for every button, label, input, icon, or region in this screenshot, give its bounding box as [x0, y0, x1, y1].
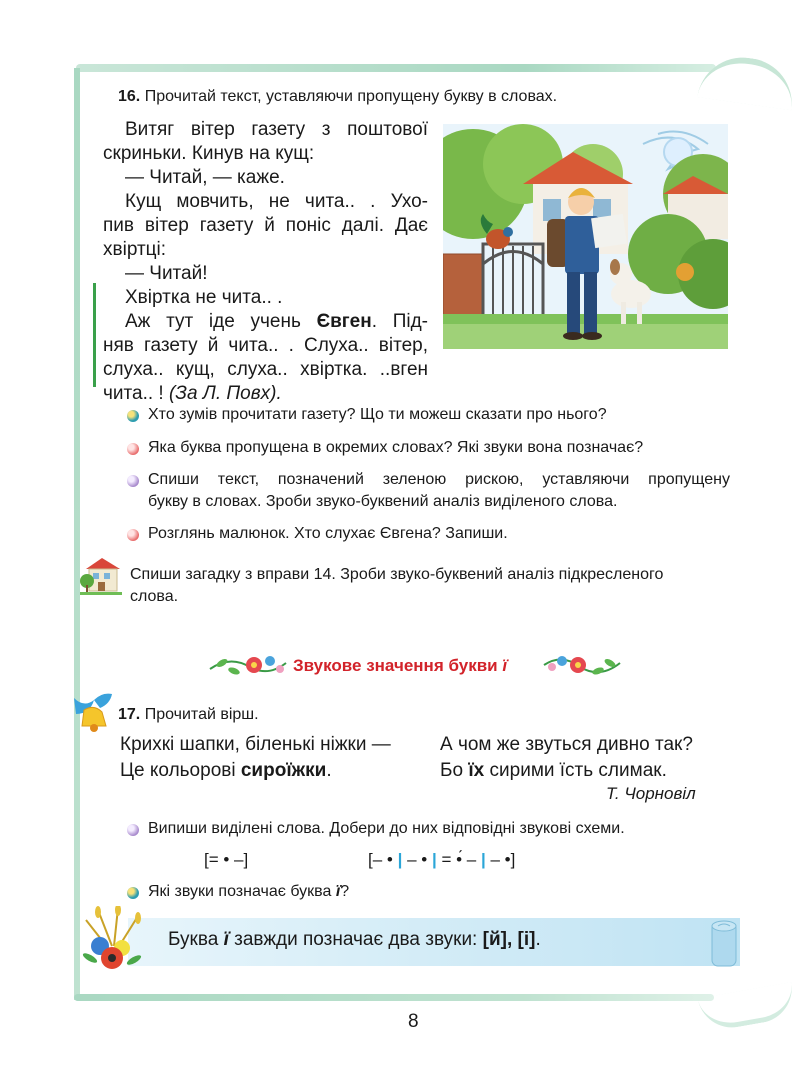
- story-text: . Під-: [371, 311, 428, 332]
- story-line: Витяг вітер газету з поштової: [125, 119, 428, 140]
- rule-letter: ї: [223, 929, 229, 950]
- poem-author: Т. Чорновіл: [606, 784, 696, 803]
- story-illustration: [443, 124, 728, 349]
- scheme-part: – •: [407, 850, 428, 869]
- homework-line2: слова.: [130, 588, 179, 605]
- question-who-read: Хто зумів прочитати газету? Що ти можеш сказати про нього?: [148, 406, 607, 423]
- story-line: слуха.. кущ, слуха.. хвіртка. ..вген: [103, 359, 428, 380]
- poem-line-highlight: [120, 758, 391, 784]
- scheme-divider: |: [480, 850, 486, 869]
- question-write-words: Випиши виділені слова. Добери до них відповідні звукові схеми.: [148, 820, 625, 837]
- story-line: скриньки. Кинув на кущ:: [103, 143, 315, 164]
- poem-text: .: [326, 760, 332, 781]
- poem-line-highlight: [440, 758, 693, 784]
- rule-text: [168, 929, 541, 951]
- question-text: ?: [340, 883, 350, 900]
- question-copy-text-line1: Спиши текст, позначений зеленою рискою, уставляючи пропущену: [148, 471, 730, 488]
- rule-text-end: .: [535, 929, 541, 950]
- poem-right-column: [440, 732, 693, 784]
- page-frame-bottom-curl: [698, 982, 798, 1033]
- rule-sounds: [й], [і]: [482, 929, 536, 950]
- task16-instruction: Прочитай текст, уставляючи пропущену букву в словах.: [144, 88, 558, 105]
- floral-ornament-left-icon: [208, 651, 288, 679]
- green-margin-line: [93, 283, 96, 387]
- rule-text-start: Буква: [168, 929, 224, 950]
- page-frame-bottom: [74, 994, 714, 1001]
- rule-text-middle: завжди позначає два звуки:: [228, 929, 483, 950]
- poem-line: Крихкі шапки, біленькі ніжки —: [120, 734, 391, 755]
- scheme-part: = •́ –: [441, 850, 477, 869]
- floral-ornament-right-icon: [542, 651, 622, 679]
- poem-line: А чом же звуться дивно так?: [440, 734, 693, 755]
- poem-text: сирими їсть слимак.: [484, 760, 667, 781]
- story-line-evgen: [103, 310, 428, 334]
- scheme-part: [– •: [368, 850, 393, 869]
- question-letter-sounds: [148, 881, 349, 903]
- sound-scheme-1: [= • –]: [204, 850, 249, 869]
- question-copy-text: [148, 469, 730, 513]
- poem-text: Бо: [440, 760, 469, 781]
- bullet-teal: [127, 887, 139, 899]
- bullet-pink: [127, 529, 139, 541]
- question-missing-letter: Яка буква пропущена в окремих словах? Які звуки вона позначає?: [148, 439, 644, 456]
- poem-text: Це кольорові: [120, 760, 241, 781]
- page-number: 8: [408, 1011, 419, 1032]
- story-line: хвіртці:: [103, 239, 167, 260]
- boy-wind-garden-illustration: [443, 124, 728, 349]
- question-text: Які звуки позначає буква: [148, 883, 336, 900]
- story-text: чита.. !: [103, 383, 164, 404]
- story-line: Кущ мовчить, не чита.. . Ухо-: [125, 191, 428, 212]
- story-line: Хвіртка не чита.. .: [125, 287, 283, 308]
- bullet-purple: [127, 475, 139, 487]
- flower-bouquet-icon: [78, 906, 148, 974]
- poem-left-column: [120, 732, 391, 784]
- story-line-last: [103, 382, 428, 406]
- scroll-icon: [708, 918, 742, 970]
- scheme-divider: |: [431, 850, 437, 869]
- question-letter: ї: [335, 883, 341, 900]
- task17-header: [118, 706, 259, 724]
- story-line: пив вітер газету й поніс далі. Дає: [103, 215, 428, 236]
- section-title: [293, 656, 507, 676]
- question-look-picture: Розглянь малюнок. Хто слухає Євгена? Запиши.: [148, 525, 508, 542]
- task16-story: [103, 118, 428, 406]
- homework-task: [130, 564, 734, 608]
- bullet-teal: [127, 410, 139, 422]
- highlighted-word-evgen: Євген: [316, 311, 372, 332]
- task17-number: 17.: [118, 706, 141, 723]
- story-line: — Читай!: [125, 263, 208, 284]
- story-line: — Читай, — каже.: [125, 167, 285, 188]
- bullet-pink: [127, 443, 139, 455]
- section-title-text: Звукове значення букви: [293, 656, 503, 675]
- homework-line1: Спиши загадку з вправи 14. Зроби звуко-буквений аналіз підкресленого: [130, 566, 664, 583]
- section-title-letter: ї: [502, 656, 508, 675]
- story-source: (За Л. Повх).: [168, 383, 282, 404]
- scheme-part: – •]: [490, 850, 516, 869]
- bell-icon: [70, 690, 114, 734]
- task16-number: 16.: [118, 88, 141, 105]
- story-line: няв газету й чита.. . Слуха.. вітер,: [103, 335, 428, 356]
- task17-instruction: Прочитай вірш.: [144, 706, 259, 723]
- question-copy-text-line2: букву в словах. Зроби звуко-буквений аналіз виділеного слова.: [148, 493, 618, 510]
- highlighted-word-syroizhky: сироїжки: [240, 760, 327, 781]
- sound-scheme-2: [368, 850, 515, 870]
- bullet-purple: [127, 824, 139, 836]
- page-frame-top-curl: [697, 52, 797, 111]
- page-frame-top: [76, 64, 716, 72]
- highlighted-word-yikh: їх: [468, 760, 485, 781]
- house-icon: [80, 555, 122, 595]
- task16-header: [118, 88, 557, 106]
- scheme-divider: |: [397, 850, 403, 869]
- page-frame-left: [74, 68, 80, 1000]
- story-text: Аж тут іде учень: [125, 311, 317, 332]
